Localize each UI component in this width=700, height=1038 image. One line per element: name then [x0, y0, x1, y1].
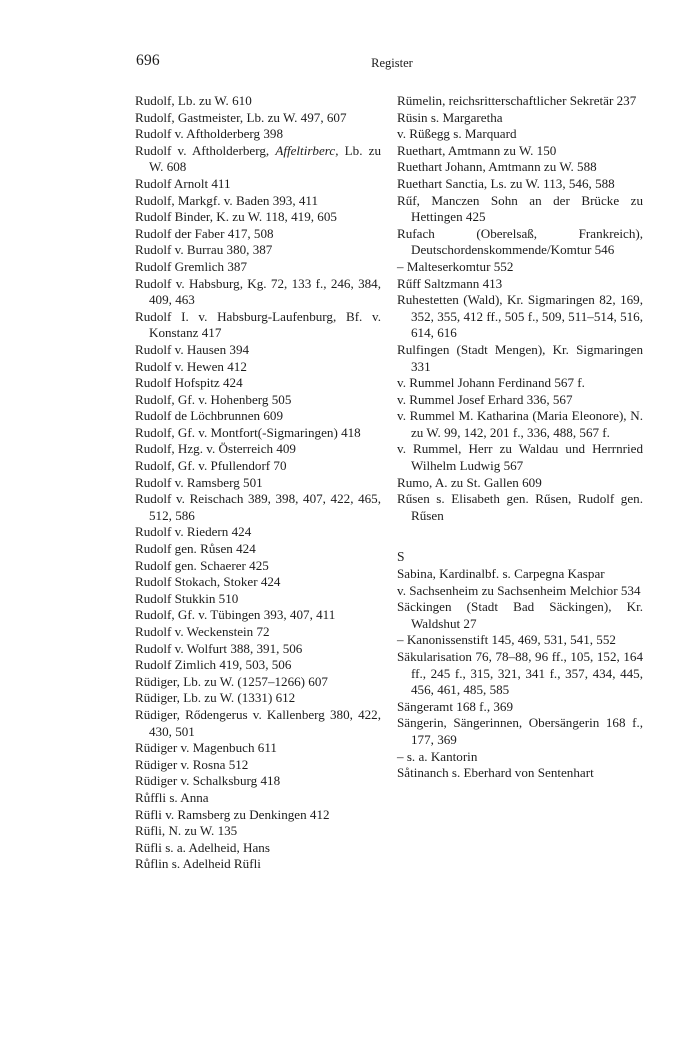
index-entry: Rudolf v. Reischach 389, 398, 407, 422, 465, 512, 586	[135, 491, 381, 523]
index-entry: Rüdiger v. Rosna 512	[135, 756, 249, 772]
index-entry: v. Rummel Johann Ferdinand 567 f.	[397, 375, 585, 391]
index-entry: Rufach (Oberelsaß, Frankreich), Deutschordenskommende/Komtur 546	[397, 225, 643, 258]
index-entry: Rüdiger v. Magenbuch 611	[135, 740, 277, 756]
index-entry: Rudolf I. v. Habsburg-Laufenburg, Bf. v. Konstanz 417	[135, 308, 381, 341]
index-entry: Rudolf v. Riedern 424	[135, 524, 252, 540]
index-entry: – Kanonissenstift 145, 469, 531, 541, 552	[397, 632, 616, 648]
index-column-left	[135, 93, 381, 873]
index-entry: Rudolf v. Hewen 412	[135, 358, 247, 374]
index-entry: Rumo, A. zu St. Gallen 609	[397, 474, 542, 490]
italic-variant-spelling: Affeltirberc,	[275, 142, 339, 158]
index-entry: Rudolf v. Hausen 394	[135, 341, 250, 357]
index-entry: Rüfli, N. zu W. 135	[135, 823, 238, 839]
index-entry: Rudolf gen. Růsen 424	[135, 541, 256, 557]
index-entry: Rulfingen (Stadt Mengen), Kr. Sigmaringen 331	[397, 341, 643, 374]
index-entry: Rudolf Hofspitz 424	[135, 375, 243, 391]
index-entry: Rüfli s. a. Adelheid, Hans	[135, 839, 270, 855]
index-entry: Rudolf der Faber 417, 508	[135, 225, 274, 241]
index-entry: Rudolf, Hzg. v. Österreich 409	[135, 441, 296, 457]
index-entry: Säckingen (Stadt Bad Säckingen), Kr. Waldshut 27	[397, 599, 643, 631]
index-entry: Rüsin s. Margaretha	[397, 109, 503, 125]
index-entry: v. Rummel M. Katharina (Maria Eleonore), N. zu W. 99, 142, 201 f., 336, 488, 567 f.	[397, 408, 643, 440]
running-title: Register	[371, 56, 413, 70]
index-entry: Rudolf Stukkin 510	[135, 590, 239, 606]
index-entry: Rudolf v. Habsburg, Kg. 72, 133 f., 246, 384, 409, 463	[135, 275, 381, 308]
index-entry: Rudolf, Gastmeister, Lb. zu W. 497, 607	[135, 109, 347, 125]
index-entry: v. Rummel, Herr zu Waldau und Herrnried Wilhelm Ludwig 567	[397, 441, 643, 474]
index-entry: Rudolf v. Aftholderberg 398	[135, 126, 284, 142]
index-entry: Rudolf Binder, K. zu W. 118, 419, 605	[135, 209, 337, 225]
index-entry: Rűff Saltzmann 413	[397, 275, 503, 291]
index-entry: Rudolf de Löchbrunnen 609	[135, 408, 284, 424]
index-entry: Rudolf Gremlich 387	[135, 258, 248, 274]
index-entry: Rudolf Stokach, Stoker 424	[135, 574, 281, 590]
index-entry: Růflin s. Adelheid Rüfli	[135, 856, 261, 872]
index-entry: Rudolf, Gf. v. Pfullendorf 70	[135, 458, 287, 474]
index-entry: Rudolf, Gf. v. Tübingen 393, 407, 411	[135, 607, 336, 623]
index-entry: Sängerin, Sängerinnen, Obersängerin 168 f., 177, 369	[397, 715, 643, 747]
index-entry: v. Rüßegg s. Marquard	[397, 126, 517, 142]
index-entry: Rudolf gen. Schaerer 425	[135, 557, 269, 573]
index-entry: Ruethart, Amtmann zu W. 150	[397, 142, 557, 158]
index-entry: Rudolf v. Aftholderberg, Affeltirberc, Lb. zu W. 608	[135, 142, 381, 175]
index-entry: Såtinanch s. Eberhard von Sentenhart	[397, 765, 594, 781]
index-entry: Sabina, Kardinalbf. s. Carpegna Kaspar	[397, 566, 605, 582]
index-entry: Rudolf v. Burrau 380, 387	[135, 242, 273, 258]
index-entry: v. Rummel Josef Erhard 336, 567	[397, 391, 573, 407]
index-entry: Ruethart Johann, Amtmann zu W. 588	[397, 159, 597, 175]
index-entry: – Malteserkomtur 552	[397, 258, 514, 274]
index-entry: Ruhestetten (Wald), Kr. Sigmaringen 82, 169, 352, 355, 412 ff., 505 f., 509, 511–514, 516, 614, 616	[397, 292, 643, 341]
index-entry: Rüfli v. Ramsberg zu Denkingen 412	[135, 806, 330, 822]
index-entry: Ruethart Sanctia, Ls. zu W. 113, 546, 588	[397, 175, 615, 191]
index-entry: Rudolf v. Weckenstein 72	[135, 624, 270, 639]
index-column-right	[397, 93, 643, 782]
index-entry: Rudolf, Lb. zu W. 610	[135, 93, 252, 108]
index-entry: – s. a. Kantorin	[397, 748, 478, 764]
index-entry: Rudolf v. Wolfurt 388, 391, 506	[135, 640, 303, 656]
index-entry: Säkularisation 76, 78–88, 96 ff., 105, 152, 164 ff., 245 f., 315, 321, 341 f., 357, 434, 445, 456, 461, 485, 585	[397, 649, 643, 698]
index-entry: Rudolf Arnolt 411	[135, 175, 231, 191]
index-entry: Rudolf, Markgf. v. Baden 393, 411	[135, 192, 319, 208]
index-entry: Rüdiger, Rődengerus v. Kallenberg 380, 422, 430, 501	[135, 706, 381, 739]
index-entry: v. Sachsenheim zu Sachsenheim Melchior 534	[397, 582, 641, 598]
index-entry: Rüdiger, Lb. zu W. (1331) 612	[135, 690, 296, 706]
index-entry: Sängeramt 168 f., 369	[397, 698, 514, 714]
index-entry: Rüdiger v. Schalksburg 418	[135, 773, 281, 789]
index-entry: Rűsen s. Elisabeth gen. Rűsen, Rudolf gen. Rűsen	[397, 491, 643, 523]
index-entry: Růffli s. Anna	[135, 789, 209, 805]
index-entry: Rüdiger, Lb. zu W. (1257–1266) 607	[135, 673, 328, 689]
index-entry: Rűf, Manczen Sohn an der Brücke zu Hettingen 425	[397, 192, 643, 225]
index-entry: Rudolf Zimlich 419, 503, 506	[135, 657, 292, 673]
index-entry: Rudolf, Gf. v. Hohenberg 505	[135, 391, 292, 407]
page-number: 696	[136, 52, 160, 69]
section-letter-heading: S	[397, 549, 405, 565]
index-entry: Rudolf, Gf. v. Montfort(-Sigmaringen) 418	[135, 424, 361, 440]
index-entry: Rümelin, reichsritterschaftlicher Sekretär 237	[397, 93, 637, 108]
index-entry: Rudolf v. Ramsberg 501	[135, 474, 263, 490]
